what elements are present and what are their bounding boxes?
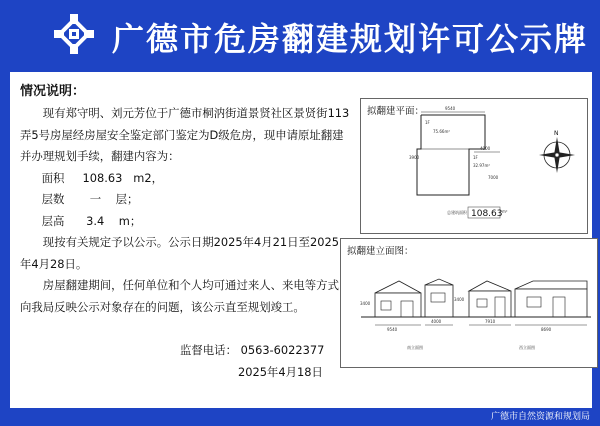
- plan-dim-top: 9540: [445, 106, 456, 111]
- content-panel: [10, 72, 592, 408]
- elevation-figure: [340, 238, 598, 368]
- elev-dim-left-b: 4000: [431, 319, 442, 324]
- header: [0, 0, 600, 72]
- plan-figure-title: 拟翻建平面：: [367, 106, 425, 117]
- plan-room-a-area: 75.66m²: [433, 129, 450, 134]
- elev-caption-left: 南立面图: [407, 345, 423, 350]
- elev-dim-right-a: 7910: [485, 319, 496, 324]
- plan-dim-left: 3900: [409, 155, 420, 160]
- board-title: 广德市危房翻建规划许可公示牌: [112, 20, 589, 58]
- plan-room-a-label: 1F: [425, 120, 430, 125]
- west-elevation: [454, 281, 591, 350]
- floors-line: 层数 一 层；: [41, 192, 139, 206]
- plan-room-b-area: 32.97m²: [473, 163, 490, 168]
- notice-date: 2025年4月18日: [238, 365, 323, 379]
- south-elevation: [360, 279, 465, 350]
- plan-dim-mid: 4000: [480, 146, 491, 151]
- plan-dim-right: 7000: [488, 175, 499, 180]
- situation-section: [20, 80, 350, 318]
- agency-logo-icon: [50, 10, 98, 58]
- elev-height-left: 3400: [360, 301, 371, 306]
- elevation-figure-title: 拟翻建立面图：: [347, 246, 414, 257]
- elev-height-right: 3400: [454, 297, 465, 302]
- compass-north-label: N: [554, 130, 559, 137]
- situation-intro: 现有郑守明、刘元芳位于广德市桐汭街道景贤社区景贤街113弄5号房屋经房屋安全鉴定部门鉴定为D级危房，现申请原址翻建并办理规划手续，翻建内容为：: [20, 106, 350, 163]
- plan-room-b-label: 1F: [473, 155, 478, 160]
- north-compass-icon: [539, 137, 575, 173]
- agency-footer: 广德市自然资源和规划局: [490, 412, 590, 422]
- elev-caption-right: 西立面图: [519, 345, 535, 350]
- feedback-text: 房屋翻建期间，任何单位和个人均可通过来人、来电等方式向我局反映公示对象存在的问题，该公示直至规划竣工。: [20, 278, 339, 314]
- plan-total-unit: m²: [502, 209, 508, 214]
- plan-drawing: [361, 99, 587, 233]
- hotline: 监督电话： 0563-6022377: [180, 343, 325, 357]
- plan-figure: [360, 98, 588, 234]
- elev-dim-right-b: 8690: [541, 327, 552, 332]
- elevation-drawing: [341, 239, 597, 367]
- situation-heading: 情况说明：: [20, 84, 86, 99]
- plan-total-label: 总建筑面积: [447, 210, 467, 215]
- height-line: 层高 3.4 m；: [41, 213, 142, 228]
- elev-dim-left-a: 9540: [387, 327, 398, 332]
- area-line: 面积 108.63 m2，: [41, 170, 163, 185]
- notice-text: 现按有关规定予以公示。公示日期2025年4月21日至2025年4月28日。: [20, 235, 339, 271]
- plan-total-value: 108.63: [471, 209, 503, 219]
